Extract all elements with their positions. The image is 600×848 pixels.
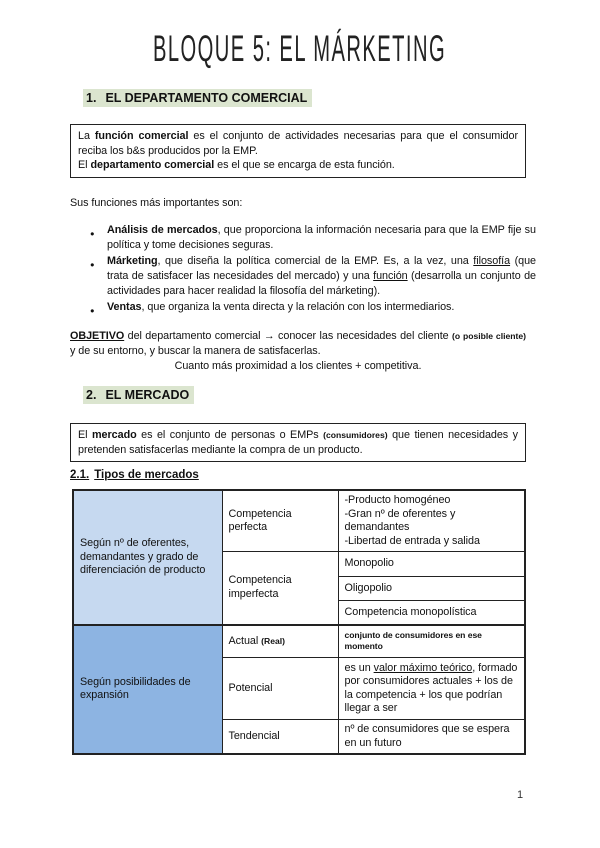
table-cell-competencia-perfecta: Competencia perfecta xyxy=(222,490,338,552)
small-note: (Real) xyxy=(261,635,286,646)
heading-number: 2. xyxy=(86,388,97,402)
definition-box-mercado xyxy=(70,423,526,462)
page-number: 1 xyxy=(516,789,524,801)
text-run: es un xyxy=(344,661,374,674)
objective-text xyxy=(70,329,526,359)
definition-box-funcion-comercial xyxy=(70,124,526,178)
text-run: es el conjunto de personas o EMPs xyxy=(136,429,324,441)
table-cell-oligopolio: Oligopolio xyxy=(338,577,525,601)
table-cell-monopolio: Monopolio xyxy=(338,552,525,577)
bold-term: función comercial xyxy=(94,130,189,142)
text-run: del departamento comercial → conocer las necesidades del cliente xyxy=(124,330,453,342)
section-heading-1 xyxy=(83,91,312,105)
text-run: es el que se encarga de esta función. xyxy=(214,159,395,172)
subsection-heading-2-1 xyxy=(70,469,199,481)
table-cell-tendencial-desc: nº de consumidores que se espera en un futuro xyxy=(338,720,525,755)
heading-number: 1. xyxy=(86,91,97,105)
text-run: , formado por consumidores actuales + los de la competencia + los que podrían llegar a ser xyxy=(344,661,518,714)
table-cell-perfecta-features xyxy=(338,490,525,552)
list-item-marketing xyxy=(107,254,536,299)
text-run: (desarrolla un conjunto de actividades para hacer realidad la filosofía del márketing). xyxy=(107,270,536,297)
table-row xyxy=(73,490,525,552)
table-cell-monopolistica: Competencia monopolística xyxy=(338,601,525,625)
underlined-term: función xyxy=(373,270,408,282)
text-run: y de su entorno, y buscar la manera de satisfacerlas. xyxy=(70,345,321,357)
objective-label: OBJETIVO xyxy=(70,330,125,342)
bold-term: mercado xyxy=(92,429,137,441)
bold-term: Análisis de mercados xyxy=(107,224,218,236)
definition-line xyxy=(78,428,518,457)
heading-label: EL DEPARTAMENTO COMERCIAL xyxy=(105,91,308,105)
definition-line xyxy=(78,129,518,158)
heading-highlight xyxy=(83,386,194,404)
feature-line: -Gran nº de oferentes y demandantes xyxy=(344,507,456,533)
table-cell-criteria-oferentes: Según nº de oferentes, demandantes y grado de diferenciación de producto xyxy=(73,490,222,625)
underlined-term: filosofía xyxy=(473,255,511,267)
bold-term: Ventas xyxy=(107,301,142,313)
text-run: , que diseña la política comercial de la EMP. Es, a la vez, una xyxy=(157,255,474,267)
list-item-analisis xyxy=(107,223,536,253)
table-cell-tendencial: Tendencial xyxy=(222,720,338,755)
market-types-table xyxy=(72,489,526,755)
text-run: La xyxy=(78,130,95,142)
section-heading-2 xyxy=(83,388,194,402)
objective-paragraph xyxy=(70,329,526,374)
table-cell-potencial-desc xyxy=(338,658,525,720)
table-cell-potencial: Potencial xyxy=(222,658,338,720)
small-note: (o posible cliente) xyxy=(452,331,526,341)
feature-line: -Libertad de entrada y salida xyxy=(344,534,480,547)
feature-line: -Producto homogéneo xyxy=(344,494,451,506)
functions-intro: Sus funciones más importantes son: xyxy=(70,197,243,209)
bold-term: departamento comercial xyxy=(90,159,215,172)
functions-list xyxy=(89,223,536,316)
list-item-ventas xyxy=(107,300,536,315)
table-cell-actual-desc: conjunto de consumidores en ese momento xyxy=(338,625,525,658)
heading-number: 2.1. xyxy=(70,469,90,481)
table-row xyxy=(73,625,525,658)
text-run: El xyxy=(78,429,92,441)
centered-note: Cuanto más proximidad a los clientes + competitiva. xyxy=(174,360,422,372)
table-cell-competencia-imperfecta: Competencia imperfecta xyxy=(222,552,338,625)
text-run: , que proporciona la información necesaria para que la EMP fije su política y tome decisiones seguras. xyxy=(107,224,536,251)
text-run: es el conjunto de actividades necesarias para que el consumidor reciba los b&s producidos por la EMP. xyxy=(78,130,519,157)
heading-label: Tipos de mercados xyxy=(94,469,199,481)
table-cell-actual xyxy=(222,625,338,658)
underlined-term: valor máximo teórico xyxy=(373,661,473,674)
text-run: Actual xyxy=(228,634,262,647)
text-run: , que organiza la venta directa y la relación con los intermediarios. xyxy=(141,301,455,313)
heading-highlight xyxy=(83,89,312,107)
text-run: (que trata de satisfacer las necesidades del mercado) y una xyxy=(107,255,536,282)
small-note: (consumidores) xyxy=(323,430,388,440)
text-run: que tienen necesidades y pretenden satisfacerlas mediante la compra de un producto. xyxy=(78,429,518,456)
page-title xyxy=(0,28,600,69)
bold-term: Márketing xyxy=(107,255,158,267)
text-run: El xyxy=(78,159,91,172)
definition-line xyxy=(78,158,518,173)
page-title-text: BLOQUE 5: EL MÁRKETING xyxy=(153,28,447,69)
heading-label: EL MERCADO xyxy=(105,388,190,402)
table-cell-criteria-expansion: Según posibilidades de expansión xyxy=(73,625,222,755)
